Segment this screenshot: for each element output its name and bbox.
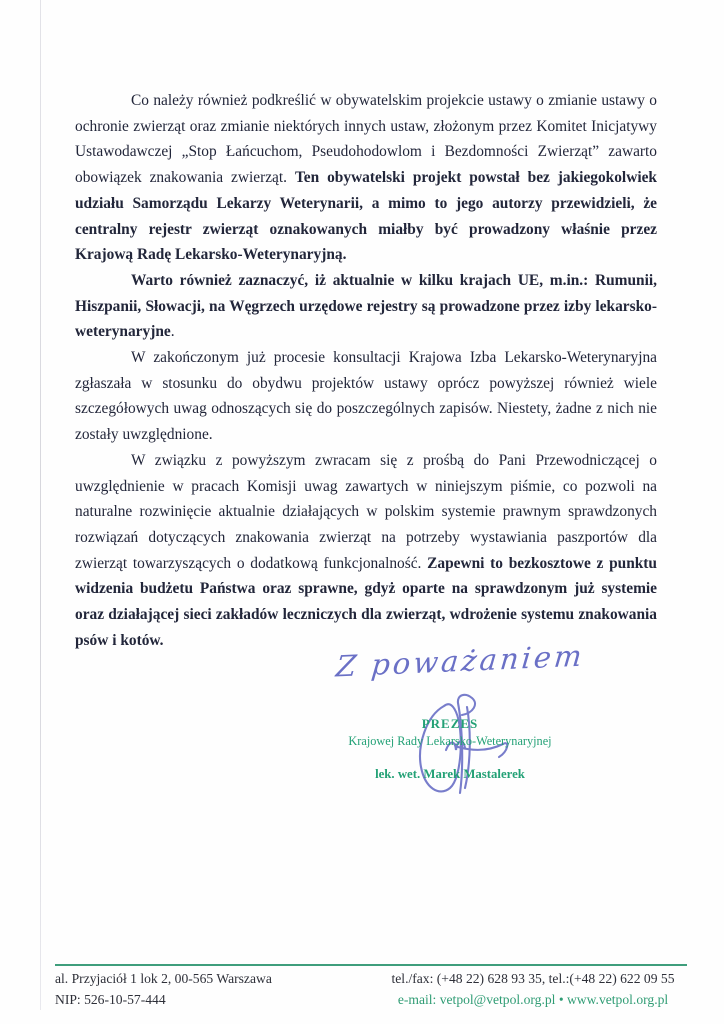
footer-email-web: e-mail: vetpol@vetpol.org.pl • www.vetpol.org.pl (397, 992, 669, 1007)
paragraph (75, 268, 657, 345)
paragraph-run: Co należy również podkreślić w obywatelskim projekcie ustawy o zmianie ustawy o ochronie zwierząt oraz zmianie niektórych innych ustaw, złożonym przez Komitet Inicjatywy Ustawodawczej „Stop Łańcuchom, Pseudohodowlom i Bezdomności Zwierząt” zawarto obowiązek znakowania zwierząt. (75, 92, 657, 187)
closing-handwritten: Z poważaniem (334, 638, 587, 684)
footer-rule (55, 964, 687, 966)
stamp-signer: lek. wet. Marek Mastalerek (375, 767, 525, 781)
footer-phone: tel./fax: (+48 22) 628 93 35, tel.:(+48 22) 622 09 55 (391, 971, 675, 986)
paragraph (75, 88, 657, 268)
stamp-title: PREZES (421, 716, 479, 731)
footer-contact-block (378, 968, 688, 1010)
footer-address: al. Przyjaciół 1 lok 2, 00-565 Warszawa (55, 971, 272, 986)
paragraph-run: . (170, 323, 175, 341)
paragraph (75, 345, 657, 448)
stamp-block (325, 716, 575, 782)
footer-address-block (55, 968, 385, 1010)
paragraph-run-bold: Warto również zaznaczyć, iż aktualnie w kilku krajach UE, m.in.: Rumunii, Hiszpanii, Słowacji, na Węgrzech urzędowe rejestry są prowadzone przez izby lekarsko-weterynaryjne (75, 271, 657, 341)
stamp-organization: Krajowej Rady Lekarsko-Weterynaryjnej (348, 734, 552, 748)
scan-edge-line (40, 0, 41, 1010)
letter-body (75, 88, 657, 653)
paragraph-run-bold: Zapewni to bezkosztowe z punktu widzenia budżetu Państwa oraz sprawne, gdyż oparte na sprawdzonym już systemie oraz działającej sieci zakładów leczniczych dla zwierząt, wdrożenie systemu znakowania psów i kotów. (75, 554, 657, 649)
paragraph-run: W związku z powyższym zwracam się z prośbą do Pani Przewodniczącej o uwzględnienie w pracach Komisji uwag zawartych w niniejszym piśmie, co pozwoli na naturalne rozwinięcie aktualnie działających w polskim systemie prawnym sprawdzonych rozwiązań dotyczących znakowania zwierząt na potrzeby wystawiania paszportów dla zwierząt towarzyszących o dodatkową funkcjonalność. (75, 451, 657, 572)
paragraph-run-bold: Ten obywatelski projekt powstał bez jakiegokolwiek udziału Samorządu Lekarzy Weterynarii, a mimo to jego autorzy przewidzieli, że centralny rejestr zwierząt oznakowanych miałby być prowadzony właśnie przez Krajową Radę Lekarsko-Weterynaryjną. (75, 169, 657, 264)
paragraph (75, 448, 657, 654)
paragraph-run: W zakończonym już procesie konsultacji Krajowa Izba Lekarsko-Weterynaryjna zgłaszała w stosunku do obydwu projektów ustawy oprócz powyższej również wiele szczegółowych uwag odnoszących się do poszczególnych zapisów. Niestety, żadne z nich nie zostały uwzględnione. (75, 349, 657, 444)
footer-nip: NIP: 526-10-57-444 (55, 992, 166, 1007)
